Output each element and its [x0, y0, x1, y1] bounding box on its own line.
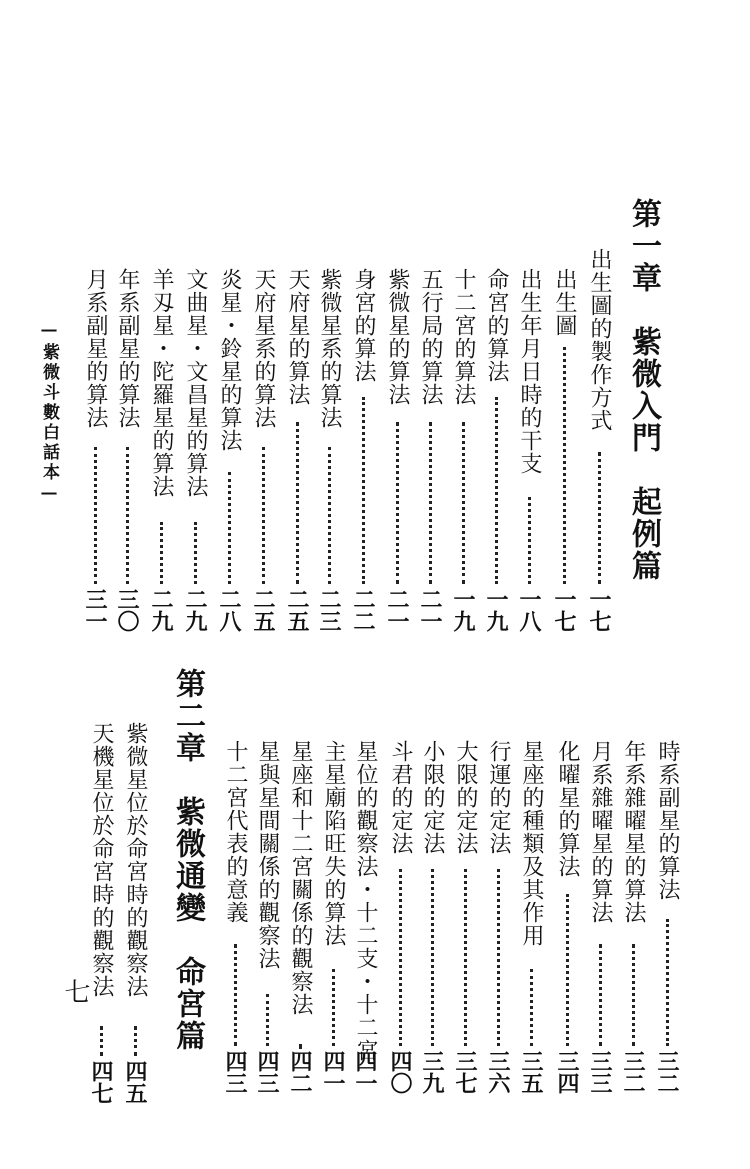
toc-entry-title: 十二宮代表的意義 [223, 740, 248, 924]
toc-entry-title: 紫微星的算法 [385, 268, 410, 406]
toc-dot-leader [296, 422, 299, 584]
toc-entry-title: 炎星・鈴星的算法 [217, 268, 242, 452]
toc-entry-page: 三〇 [114, 588, 140, 632]
toc-entry-title: 紫微星位於命宮時的觀察法 [123, 722, 148, 998]
toc-entry-page: 三二 [620, 1050, 646, 1094]
toc-entry-title: 年系雜曜星的算法 [621, 740, 646, 924]
toc-entry-page: 三三 [587, 1050, 613, 1094]
toc-entry-title: 命宮的算法 [484, 268, 509, 383]
toc-entry-title: 星與星間關係的觀察法 [255, 740, 280, 970]
toc-entry-page: 四二 [287, 1050, 313, 1094]
toc-dot-leader [495, 397, 498, 584]
toc-entry-title: 五行局的算法 [418, 268, 443, 406]
toc-entry-page: 四三 [254, 1050, 280, 1094]
toc-entry-page: 三六 [485, 1050, 511, 1094]
toc-entry-page: 二三 [316, 588, 342, 632]
toc-dot-leader [94, 447, 97, 584]
toc-entry-page: 三九 [419, 1050, 445, 1094]
toc-dot-leader [234, 944, 237, 1046]
toc-dot-leader [462, 422, 465, 584]
toc-dot-leader [134, 1026, 137, 1056]
toc-entry-page: 二一 [417, 588, 443, 632]
toc-entry-title: 月系雜曜星的算法 [588, 740, 613, 924]
toc-entry-page: 二九 [148, 588, 174, 632]
toc-dot-leader [530, 969, 533, 1046]
toc-dot-leader [599, 944, 602, 1046]
toc-entry-page: 四〇 [387, 1050, 413, 1094]
toc-entry-title: 行運的定法 [486, 740, 511, 855]
toc-entry-title: 大限的定法 [453, 740, 478, 855]
toc-entry-title: 羊刄星・陀羅星的算法 [149, 268, 174, 498]
toc-entry-title: 月系副星的算法 [83, 268, 108, 429]
toc-entry-page: 四一 [320, 1050, 346, 1094]
toc-dot-leader [497, 869, 500, 1046]
toc-entry-title: 星位的觀察法・十二支・十二宮 [353, 740, 378, 1062]
toc-entry-title: 斗君的定法 [388, 740, 413, 855]
toc-dot-leader [396, 422, 399, 584]
toc-entry-page: 二九 [182, 588, 208, 632]
toc-entry-page: 一八 [516, 588, 542, 632]
toc-entry-page: 二五 [284, 588, 310, 632]
toc-dot-leader [464, 869, 467, 1046]
toc-entry-page: 四一 [352, 1050, 378, 1094]
toc-entry-page: 二一 [384, 588, 410, 632]
toc-dot-leader [598, 452, 601, 584]
toc-entry-title: 化曜星的算法 [555, 740, 580, 878]
toc-entry-page: 三二 [654, 1050, 680, 1094]
toc-entry-title: 年系副星的算法 [115, 268, 140, 429]
toc-dot-leader [332, 969, 335, 1046]
toc-dot-leader [160, 522, 163, 584]
toc-entry-page: 三一 [82, 588, 108, 632]
toc-entry-title: 天府星系的算法 [251, 268, 276, 429]
toc-entry-page: 三四 [554, 1050, 580, 1094]
page-number: 七 [60, 978, 90, 1004]
toc-entry-title: 紫微星系的算法 [317, 268, 342, 429]
toc-entry-page: 三七 [452, 1050, 478, 1094]
toc-dot-leader [563, 347, 566, 584]
toc-dot-leader [632, 944, 635, 1046]
toc-dot-leader [362, 397, 365, 584]
toc-dot-leader [262, 447, 265, 584]
toc-entry-page: 二八 [216, 588, 242, 632]
toc-entry-title: 文曲星・文昌星的算法 [183, 268, 208, 498]
toc-entry-page: 一九 [450, 588, 476, 632]
toc-entry-page: 四五 [122, 1060, 148, 1104]
toc-entry-title: 星座和十二宮關係的觀察法 [288, 740, 313, 1016]
toc-entry-page: 一七 [551, 588, 577, 632]
toc-entry-page: 四七 [88, 1060, 114, 1104]
toc-entry-title: 天機星位於命宮時的觀察法 [89, 722, 114, 998]
toc-dot-leader [666, 919, 669, 1046]
toc-dot-leader [194, 522, 197, 584]
toc-dot-leader [528, 497, 531, 584]
toc-dot-leader [126, 447, 129, 584]
toc-entry-title: 主星廟陷旺失的算法 [321, 740, 346, 947]
toc-entry-title: 出生年月日時的干支 [517, 268, 542, 475]
toc-entry-page: 三五 [518, 1050, 544, 1094]
toc-dot-leader [266, 994, 269, 1046]
toc-entry-title: 小限的定法 [420, 740, 445, 855]
toc-dot-leader [429, 422, 432, 584]
toc-entry-title: 天府星的算法 [285, 268, 310, 406]
toc-entry-title: 出生圖 [552, 268, 577, 337]
toc-entry-title: 星座的種類及其作用 [519, 740, 544, 947]
toc-dot-leader [328, 447, 331, 584]
toc-entry-page: 四三 [222, 1050, 248, 1094]
toc-dot-leader [566, 894, 569, 1046]
chapter-1-title: 第一章 紫微入門 起例篇 [626, 198, 661, 582]
toc-dot-leader [399, 869, 402, 1046]
toc-entry-page: 二五 [250, 588, 276, 632]
toc-entry-page: 一九 [483, 588, 509, 632]
toc-dot-leader [299, 1044, 302, 1046]
toc-entry-title: 身宮的算法 [351, 268, 376, 383]
toc-entry-title: 時系副星的算法 [655, 740, 680, 901]
toc-entry-title: 出生圖的製作方式 [587, 248, 612, 432]
toc-dot-leader [431, 869, 434, 1046]
toc-entry-title: 十二宮的算法 [451, 268, 476, 406]
book-footer-title: —紫微斗數白話本— [39, 320, 59, 506]
toc-dot-leader [100, 1026, 103, 1056]
toc-entry-page: 二二 [350, 588, 376, 632]
toc-entry-page: 一七 [586, 588, 612, 632]
chapter-2-title: 第二章 紫微通變 命宮篇 [170, 668, 205, 1052]
toc-dot-leader [228, 472, 231, 584]
